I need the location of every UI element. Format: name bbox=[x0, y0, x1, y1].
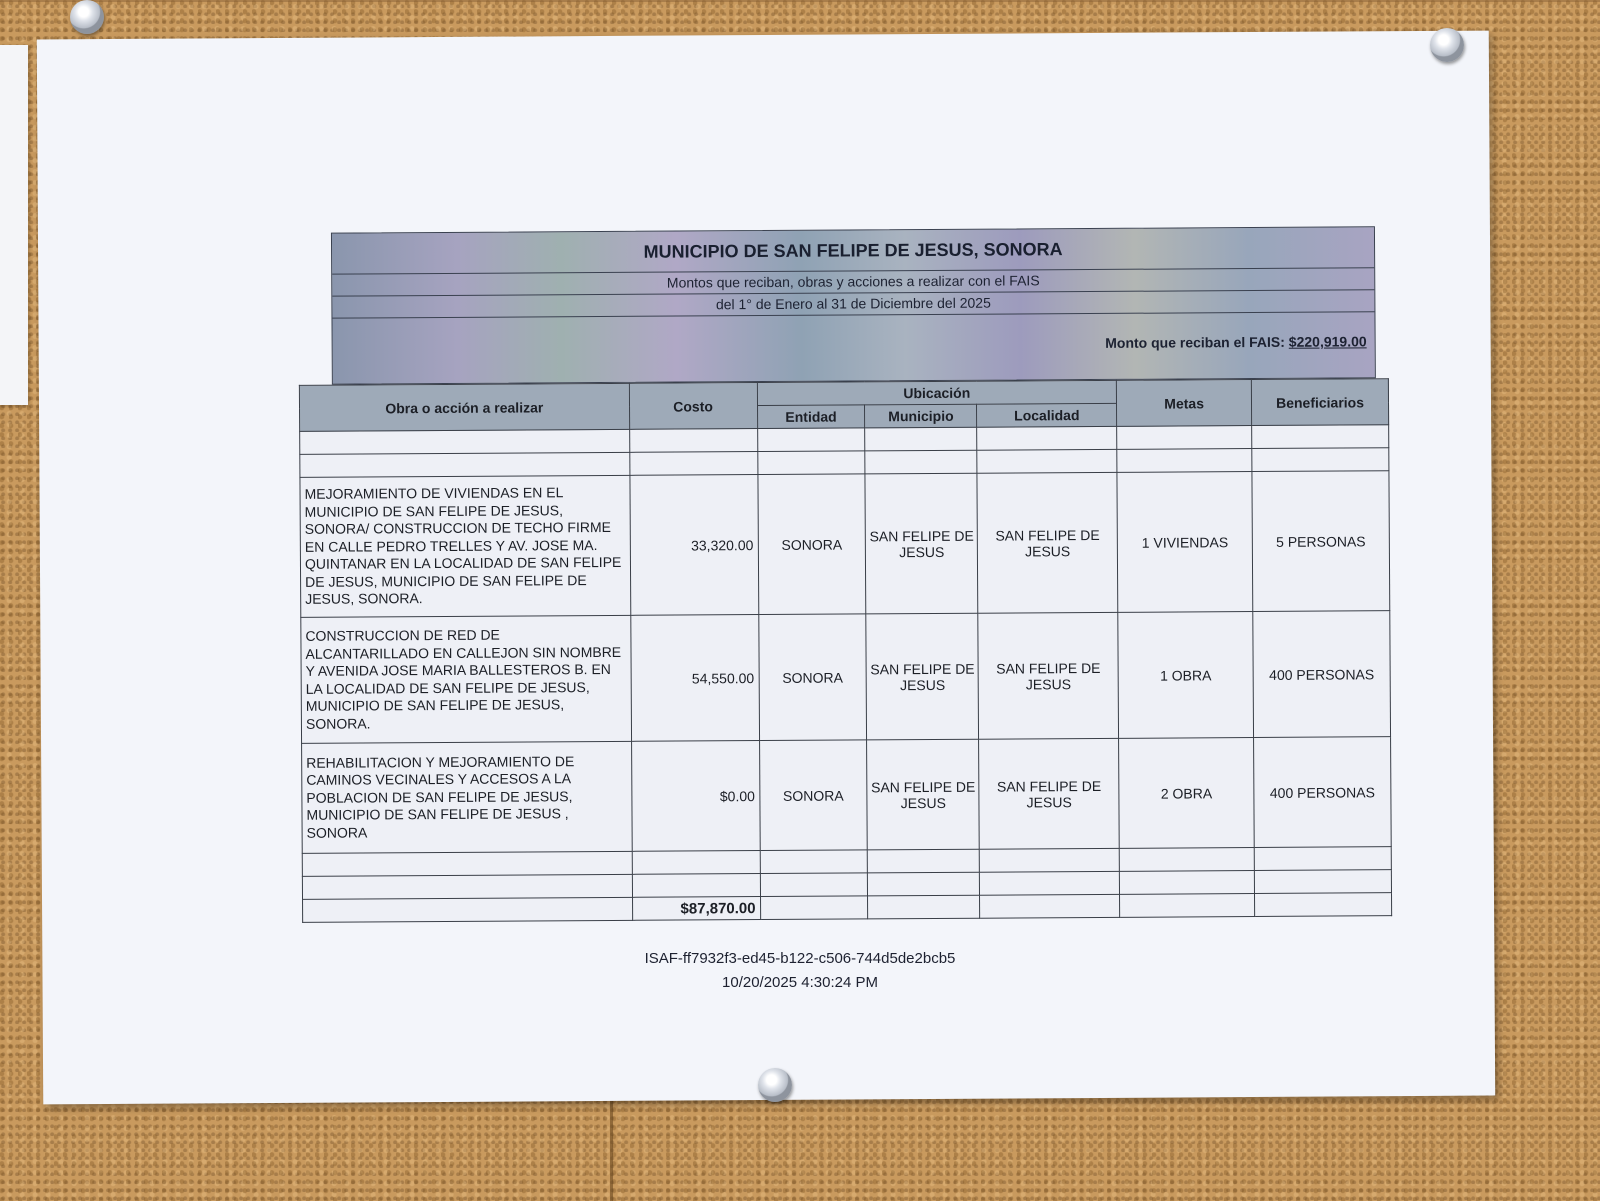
cell-beneficiarios: 5 PERSONAS bbox=[1252, 471, 1390, 612]
cell-localidad: SAN FELIPE DE JESUS bbox=[978, 612, 1119, 739]
table-row bbox=[301, 611, 1391, 744]
report-header-banner bbox=[331, 226, 1376, 384]
cell-entidad: SONORA bbox=[759, 740, 868, 851]
cell-obra: MEJORAMIENTO DE VIVIENDAS EN EL MUNICIPIO DE SAN FELIPE DE JESUS, SONORA/ CONSTRUCCION DE TECHO FIRME EN CALLE PEDRO TRELLES Y AV. JOSE MA. QUINTANAR EN LA LOCALIDAD DE SAN FELIPE DE JESUS, MUNICIPIO DE SAN FELIPE DE JESUS, SONORA. bbox=[300, 475, 630, 617]
cell-beneficiarios: 400 PERSONAS bbox=[1253, 611, 1391, 738]
header-costo: Costo bbox=[629, 383, 757, 430]
corkboard-seam bbox=[610, 1100, 613, 1201]
pushpin-icon bbox=[70, 0, 104, 34]
header-metas: Metas bbox=[1117, 380, 1252, 427]
works-table bbox=[299, 378, 1392, 923]
cell-metas: 1 OBRA bbox=[1118, 612, 1254, 739]
fais-report bbox=[293, 226, 1397, 923]
posted-document-sheet bbox=[37, 31, 1495, 1105]
document-timestamp: 10/20/2025 4:30:24 PM bbox=[722, 974, 878, 991]
cell-obra: REHABILITACION Y MEJORAMIENTO DE CAMINOS VECINALES Y ACCESOS A LA POBLACION DE SAN FELIPE DE JESUS, MUNICIPIO DE SAN FELIPE DE JESUS , SONORA bbox=[302, 741, 632, 853]
cell-entidad: SONORA bbox=[757, 474, 866, 615]
cell-municipio: SAN FELIPE DE JESUS bbox=[866, 613, 979, 740]
cell-localidad: SAN FELIPE DE JESUS bbox=[977, 472, 1118, 613]
adjacent-sheet-edge bbox=[0, 45, 28, 405]
report-subtitle: Montos que reciban, obras y acciones a realizar con el FAIS bbox=[332, 267, 1374, 296]
cell-metas: 1 VIVIENDAS bbox=[1117, 472, 1253, 613]
fais-amount-value: $220,919.00 bbox=[1288, 333, 1367, 350]
report-title: MUNICIPIO DE SAN FELIPE DE JESUS, SONORA bbox=[332, 227, 1374, 274]
cell-costo: $0.00 bbox=[631, 741, 760, 852]
pushpin-icon bbox=[1430, 28, 1464, 62]
header-localidad: Localidad bbox=[977, 403, 1117, 427]
cell-obra: CONSTRUCCION DE RED DE ALCANTARILLADO EN CALLEJON SIN NOMBRE Y AVENIDA JOSE MARIA BALLESTEROS B. EN LA LOCALIDAD DE SAN FELIPE DE JESUS, MUNICIPIO DE SAN FELIPE DE JESUS, SONORA. bbox=[301, 615, 631, 743]
cell-metas: 2 OBRA bbox=[1119, 738, 1255, 849]
cell-municipio: SAN FELIPE DE JESUS bbox=[865, 473, 978, 614]
header-ubicacion: Ubicación bbox=[757, 380, 1117, 405]
cell-entidad: SONORA bbox=[758, 614, 867, 741]
header-entidad: Entidad bbox=[757, 405, 865, 429]
cell-localidad: SAN FELIPE DE JESUS bbox=[979, 738, 1120, 849]
pushpin-icon bbox=[758, 1068, 792, 1102]
document-id: ISAF-ff7932f3-ed45-b122-c506-744d5de2bcb5 bbox=[644, 950, 956, 967]
fais-amount-line bbox=[1105, 333, 1367, 351]
corkboard-edge bbox=[0, 0, 1600, 2]
header-beneficiarios: Beneficiarios bbox=[1251, 379, 1388, 426]
report-period: del 1° de Enero al 31 de Diciembre del 2025 bbox=[332, 289, 1374, 318]
cell-municipio: SAN FELIPE DE JESUS bbox=[867, 739, 980, 850]
table-row bbox=[300, 471, 1390, 618]
cell-costo: 54,550.00 bbox=[630, 615, 759, 742]
fais-amount-label: Monto que reciban el FAIS: bbox=[1105, 333, 1285, 351]
header-obra: Obra o acción a realizar bbox=[299, 383, 629, 431]
cell-beneficiarios: 400 PERSONAS bbox=[1254, 737, 1392, 848]
header-municipio: Municipio bbox=[865, 404, 977, 428]
total-costo: $87,870.00 bbox=[632, 897, 760, 921]
cell-costo: 33,320.00 bbox=[630, 475, 759, 616]
table-row bbox=[302, 737, 1392, 854]
